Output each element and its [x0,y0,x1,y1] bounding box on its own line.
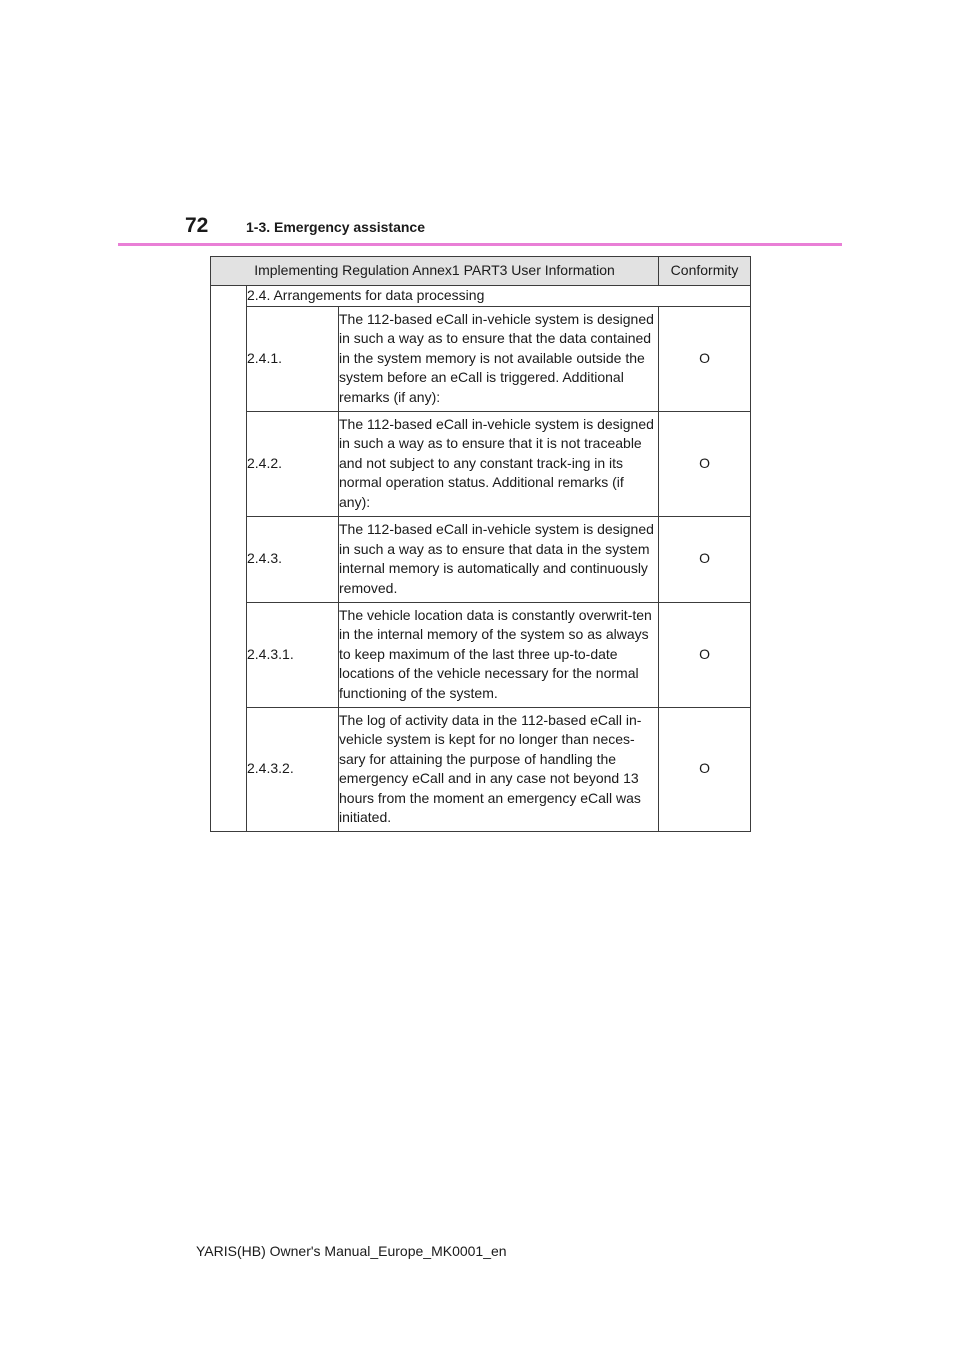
row-conformity: O [659,602,751,707]
row-number: 2.4.3.2. [247,707,339,831]
user-information-table [210,256,751,832]
row-conformity: O [659,306,751,411]
row-number: 2.4.1. [247,306,339,411]
table-row [211,516,751,602]
table-row [211,707,751,831]
row-description: The log of activity data in the 112-based eCall in-vehicle system is kept for no longer than neces-sary for attaining the purpose of handling the emergency eCall and in any case not beyond 13 hours from the moment an emergency eCall was initiated. [339,707,659,831]
header-user-information: Implementing Regulation Annex1 PART3 User Information [211,257,659,286]
section-title: 1-3. Emergency assistance [246,219,425,235]
table-row [211,602,751,707]
section-heading: 2.4. Arrangements for data processing [247,286,751,307]
row-number: 2.4.2. [247,411,339,516]
header-divider [118,243,842,246]
row-conformity: O [659,707,751,831]
row-number: 2.4.3. [247,516,339,602]
header-conformity: Conformity [659,257,751,286]
page-number: 72 [185,214,209,237]
footer-manual-title: YARIS(HB) Owner's Manual_Europe_MK0001_en [196,1243,507,1259]
section-row [211,286,751,307]
row-description: The 112-based eCall in-vehicle system is designed in such a way as to ensure that the data contained in the system memory is not available outside the system before an eCall is triggered. Additional remarks (if any): [339,306,659,411]
table-row [211,306,751,411]
row-conformity: O [659,411,751,516]
table-row [211,411,751,516]
row-number: 2.4.3.1. [247,602,339,707]
row-description: The 112-based eCall in-vehicle system is designed in such a way as to ensure that it is not traceable and not subject to any constant track-ing in its normal operation status. Additional remarks (if any): [339,411,659,516]
row-description: The 112-based eCall in-vehicle system is designed in such a way as to ensure that data in the system internal memory is automatically and continuously removed. [339,516,659,602]
row-conformity: O [659,516,751,602]
row-description: The vehicle location data is constantly overwrit-ten in the internal memory of the system so as always to keep maximum of the last three up-to-date locations of the vehicle necessary for the normal functioning of the system. [339,602,659,707]
blank-indent-cell [211,286,247,832]
table-header-row [211,257,751,286]
